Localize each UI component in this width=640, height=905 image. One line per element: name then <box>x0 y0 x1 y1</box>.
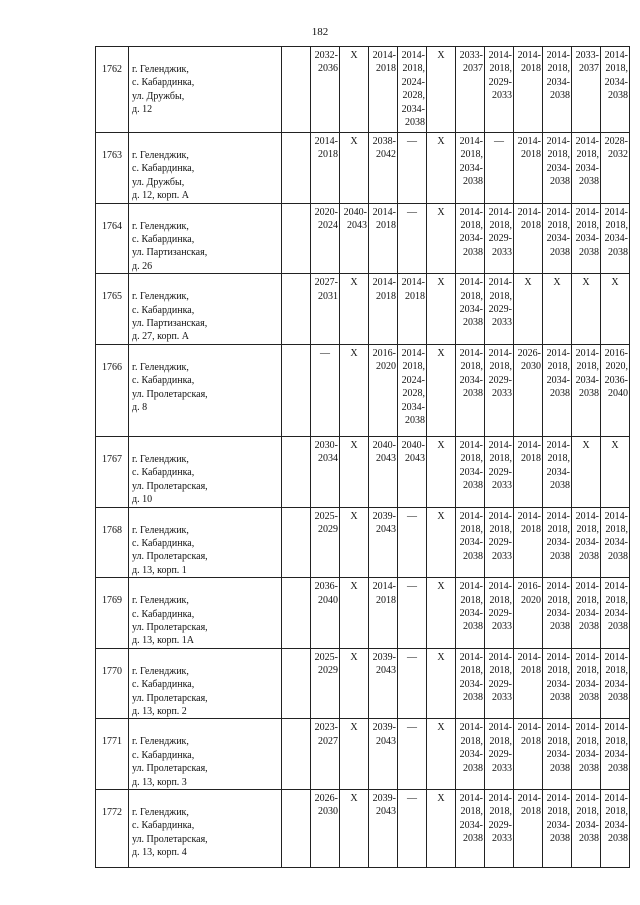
row-number: 1768 <box>96 507 129 578</box>
period-cell: X <box>340 436 369 507</box>
period-cell: X <box>427 578 456 649</box>
period-cell: X <box>340 344 369 436</box>
period-cell: X <box>427 133 456 204</box>
period-cell: — <box>398 507 427 578</box>
address-cell: г. Геленджик, с. Кабардинка, ул. Пролетарская, д. 8 <box>129 344 282 436</box>
table-row <box>96 344 630 436</box>
row-number: 1771 <box>96 719 129 790</box>
row-number: 1765 <box>96 274 129 345</box>
period-cell: 2014- 2018, 2034- 2038 <box>543 47 572 133</box>
period-cell: X <box>427 719 456 790</box>
repair-schedule-table <box>95 46 630 868</box>
period-cell: 2014- 2018, 2034- 2038 <box>456 274 485 345</box>
row-number: 1766 <box>96 344 129 436</box>
empty-cell <box>282 790 311 868</box>
row-number: 1767 <box>96 436 129 507</box>
period-cell: — <box>398 719 427 790</box>
period-cell: 2028- 2032 <box>601 133 630 204</box>
period-cell: 2039- 2043 <box>369 719 398 790</box>
period-cell: 2014- 2018, 2024- 2028, 2034- 2038 <box>398 344 427 436</box>
period-cell: 2014- 2018, 2034- 2038 <box>456 578 485 649</box>
period-cell: 2014- 2018 <box>514 719 543 790</box>
period-cell: 2014- 2018, 2034- 2038 <box>572 344 601 436</box>
period-cell: 2038- 2042 <box>369 133 398 204</box>
row-number: 1764 <box>96 203 129 274</box>
empty-cell <box>282 47 311 133</box>
row-number: 1769 <box>96 578 129 649</box>
period-cell: X <box>427 790 456 868</box>
address-cell: г. Геленджик, с. Кабардинка, ул. Пролетарская, д. 13, корп. 1 <box>129 507 282 578</box>
period-cell: X <box>601 274 630 345</box>
address-cell: г. Геленджик, с. Кабардинка, ул. Партизанская, д. 27, корп. А <box>129 274 282 345</box>
period-cell: 2014- 2018 <box>514 133 543 204</box>
period-cell: 2014- 2018, 2029- 2033 <box>485 436 514 507</box>
period-cell: X <box>427 344 456 436</box>
table-row <box>96 578 630 649</box>
table-row <box>96 790 630 868</box>
period-cell: 2014- 2018, 2029- 2033 <box>485 47 514 133</box>
table-row <box>96 203 630 274</box>
period-cell: 2014- 2018, 2034- 2038 <box>456 436 485 507</box>
period-cell: 2014- 2018, 2034- 2038 <box>543 790 572 868</box>
period-cell: 2014- 2018, 2034- 2038 <box>572 648 601 719</box>
address-cell: г. Геленджик, с. Кабардинка, ул. Дружбы, д. 12, корп. А <box>129 133 282 204</box>
period-cell: 2014- 2018 <box>369 578 398 649</box>
period-cell: 2014- 2018, 2034- 2038 <box>601 578 630 649</box>
period-cell: 2014- 2018, 2034- 2038 <box>601 507 630 578</box>
period-cell: 2014- 2018, 2034- 2038 <box>456 203 485 274</box>
period-cell: 2014- 2018, 2029- 2033 <box>485 344 514 436</box>
row-number: 1770 <box>96 648 129 719</box>
table-row <box>96 719 630 790</box>
period-cell: 2014- 2018, 2034- 2038 <box>601 648 630 719</box>
period-cell: 2026- 2030 <box>311 790 340 868</box>
period-cell: X <box>572 436 601 507</box>
table-row <box>96 133 630 204</box>
table-row <box>96 436 630 507</box>
period-cell: 2014- 2018, 2034- 2038 <box>601 47 630 133</box>
period-cell: 2025- 2029 <box>311 507 340 578</box>
period-cell: 2016- 2020 <box>369 344 398 436</box>
address-cell: г. Геленджик, с. Кабардинка, ул. Дружбы, д. 12 <box>129 47 282 133</box>
period-cell: 2014- 2018, 2034- 2038 <box>543 203 572 274</box>
period-cell: 2032- 2036 <box>311 47 340 133</box>
period-cell: 2040- 2043 <box>340 203 369 274</box>
table-row <box>96 274 630 345</box>
period-cell: — <box>311 344 340 436</box>
period-cell: 2014- 2018 <box>369 47 398 133</box>
period-cell: X <box>340 648 369 719</box>
period-cell: — <box>398 133 427 204</box>
period-cell: 2014- 2018, 2034- 2038 <box>543 133 572 204</box>
address-cell: г. Геленджик, с. Кабардинка, ул. Пролетарская, д. 13, корп. 2 <box>129 648 282 719</box>
period-cell: X <box>340 719 369 790</box>
period-cell: X <box>601 436 630 507</box>
period-cell: 2014- 2018, 2034- 2038 <box>456 790 485 868</box>
period-cell: X <box>543 274 572 345</box>
period-cell: 2020- 2024 <box>311 203 340 274</box>
empty-cell <box>282 578 311 649</box>
empty-cell <box>282 507 311 578</box>
period-cell: 2014- 2018, 2034- 2038 <box>543 719 572 790</box>
row-number: 1772 <box>96 790 129 868</box>
period-cell: 2014- 2018 <box>514 507 543 578</box>
period-cell: 2016- 2020 <box>514 578 543 649</box>
period-cell: 2025- 2029 <box>311 648 340 719</box>
period-cell: 2014- 2018, 2034- 2038 <box>456 344 485 436</box>
period-cell: 2014- 2018, 2029- 2033 <box>485 719 514 790</box>
period-cell: 2014- 2018, 2029- 2033 <box>485 578 514 649</box>
period-cell: X <box>427 203 456 274</box>
address-cell: г. Геленджик, с. Кабардинка, ул. Пролетарская, д. 13, корп. 3 <box>129 719 282 790</box>
period-cell: 2014- 2018, 2029- 2033 <box>485 274 514 345</box>
period-cell: X <box>340 133 369 204</box>
period-cell: 2014- 2018, 2034- 2038 <box>543 507 572 578</box>
address-cell: г. Геленджик, с. Кабардинка, ул. Партизанская, д. 26 <box>129 203 282 274</box>
period-cell: 2014- 2018, 2034- 2038 <box>572 133 601 204</box>
period-cell: 2014- 2018, 2024- 2028, 2034- 2038 <box>398 47 427 133</box>
period-cell: 2014- 2018 <box>369 203 398 274</box>
period-cell: X <box>427 47 456 133</box>
empty-cell <box>282 133 311 204</box>
address-cell: г. Геленджик, с. Кабардинка, ул. Пролетарская, д. 10 <box>129 436 282 507</box>
page-number: 182 <box>311 26 329 38</box>
period-cell: X <box>572 274 601 345</box>
table-row <box>96 648 630 719</box>
period-cell: 2014- 2018 <box>514 648 543 719</box>
period-cell: 2014- 2018, 2034- 2038 <box>572 507 601 578</box>
period-cell: 2014- 2018, 2034- 2038 <box>456 133 485 204</box>
period-cell: 2030- 2034 <box>311 436 340 507</box>
period-cell: 2014- 2018, 2029- 2033 <box>485 507 514 578</box>
period-cell: X <box>427 648 456 719</box>
period-cell: 2016- 2020, 2036- 2040 <box>601 344 630 436</box>
period-cell: 2014- 2018, 2034- 2038 <box>572 203 601 274</box>
period-cell: 2027- 2031 <box>311 274 340 345</box>
period-cell: 2014- 2018, 2034- 2038 <box>572 790 601 868</box>
table-row <box>96 507 630 578</box>
period-cell: 2039- 2043 <box>369 507 398 578</box>
period-cell: — <box>398 648 427 719</box>
period-cell: 2014- 2018 <box>514 436 543 507</box>
empty-cell <box>282 203 311 274</box>
period-cell: 2039- 2043 <box>369 790 398 868</box>
period-cell: X <box>427 436 456 507</box>
period-cell: 2014- 2018, 2034- 2038 <box>543 578 572 649</box>
period-cell: 2014- 2018, 2034- 2038 <box>543 648 572 719</box>
period-cell: 2040- 2043 <box>369 436 398 507</box>
address-cell: г. Геленджик, с. Кабардинка, ул. Пролетарская, д. 13, корп. 1А <box>129 578 282 649</box>
period-cell: 2014- 2018, 2034- 2038 <box>572 719 601 790</box>
empty-cell <box>282 436 311 507</box>
period-cell: 2014- 2018, 2034- 2038 <box>543 344 572 436</box>
period-cell: 2014- 2018, 2034- 2038 <box>601 203 630 274</box>
period-cell: — <box>398 203 427 274</box>
period-cell: X <box>427 274 456 345</box>
period-cell: 2023- 2027 <box>311 719 340 790</box>
period-cell: 2014- 2018 <box>514 790 543 868</box>
period-cell: 2014- 2018, 2029- 2033 <box>485 790 514 868</box>
period-cell: 2014- 2018 <box>398 274 427 345</box>
address-cell: г. Геленджик, с. Кабардинка, ул. Пролетарская, д. 13, корп. 4 <box>129 790 282 868</box>
period-cell: — <box>485 133 514 204</box>
row-number: 1762 <box>96 47 129 133</box>
period-cell: 2014- 2018, 2034- 2038 <box>456 719 485 790</box>
period-cell: 2033- 2037 <box>456 47 485 133</box>
period-cell: 2014- 2018, 2034- 2038 <box>601 719 630 790</box>
period-cell: 2014- 2018, 2034- 2038 <box>572 578 601 649</box>
period-cell: 2014- 2018 <box>514 47 543 133</box>
period-cell: 2014- 2018 <box>311 133 340 204</box>
table-row <box>96 47 630 133</box>
empty-cell <box>282 648 311 719</box>
period-cell: X <box>340 274 369 345</box>
period-cell: X <box>340 578 369 649</box>
period-cell: X <box>340 790 369 868</box>
period-cell: 2026- 2030 <box>514 344 543 436</box>
period-cell: 2014- 2018, 2034- 2038 <box>456 507 485 578</box>
period-cell: X <box>514 274 543 345</box>
period-cell: 2014- 2018, 2034- 2038 <box>601 790 630 868</box>
period-cell: 2014- 2018, 2034- 2038 <box>543 436 572 507</box>
period-cell: 2033- 2037 <box>572 47 601 133</box>
period-cell: X <box>340 47 369 133</box>
period-cell: 2039- 2043 <box>369 648 398 719</box>
period-cell: 2014- 2018, 2029- 2033 <box>485 203 514 274</box>
period-cell: — <box>398 790 427 868</box>
period-cell: 2040- 2043 <box>398 436 427 507</box>
period-cell: 2014- 2018 <box>369 274 398 345</box>
period-cell: 2014- 2018, 2034- 2038 <box>456 648 485 719</box>
period-cell: 2036- 2040 <box>311 578 340 649</box>
empty-cell <box>282 274 311 345</box>
period-cell: 2014- 2018 <box>514 203 543 274</box>
period-cell: 2014- 2018, 2029- 2033 <box>485 648 514 719</box>
empty-cell <box>282 719 311 790</box>
row-number: 1763 <box>96 133 129 204</box>
period-cell: — <box>398 578 427 649</box>
period-cell: X <box>340 507 369 578</box>
period-cell: X <box>427 507 456 578</box>
empty-cell <box>282 344 311 436</box>
